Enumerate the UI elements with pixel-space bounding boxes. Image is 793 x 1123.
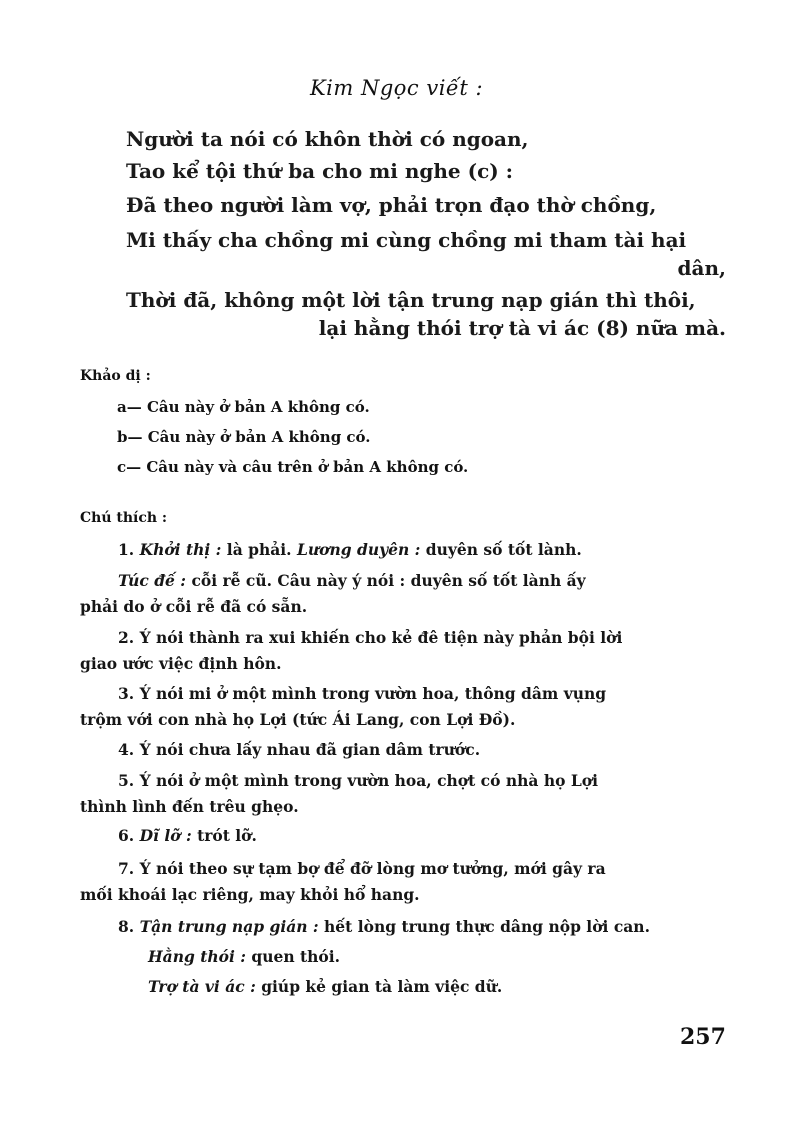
- note-8: [80, 914, 716, 940]
- note-term: Khởi thị :: [139, 540, 222, 559]
- note-2: [80, 625, 716, 677]
- note-number: 8.: [118, 917, 135, 936]
- verse-line: dân,: [677, 256, 726, 280]
- note-term: Tận trung nạp gián :: [139, 917, 319, 936]
- speaker-line: Kim Ngọc viết :: [309, 76, 484, 100]
- note-text: 4. Ý nói chưa lấy nhau đã gian dâm trước.: [118, 740, 481, 759]
- note-1-continued: [80, 568, 716, 620]
- variants-heading: Khảo dị :: [80, 368, 151, 384]
- note-text: mối khoái lạc riêng, may khỏi hổ hang.: [80, 885, 420, 904]
- note-term: Dĩ lỡ :: [139, 826, 192, 845]
- note-7: [80, 856, 716, 908]
- note-definition: duyên số tốt lành.: [420, 540, 582, 559]
- note-text: 2. Ý nói thành ra xui khiến cho kẻ đê tiện này phản bội lời: [118, 628, 623, 647]
- note-text: thình lình đến trêu ghẹo.: [80, 797, 299, 816]
- verse-line: Thời đã, không một lời tận trung nạp gián thì thôi,: [126, 288, 696, 312]
- note-term: Lương duyên :: [296, 540, 421, 559]
- note-term: Hằng thói :: [148, 947, 246, 966]
- note-text: 3. Ý nói mi ở một mình trong vườn hoa, thông dâm vụng: [118, 684, 607, 703]
- note-text: 7. Ý nói theo sự tạm bợ để đỡ lòng mơ tưởng, mới gây ra: [118, 859, 606, 878]
- note-text: giao ước việc định hôn.: [80, 654, 282, 673]
- variant-item: b— Câu này ở bản A không có.: [117, 428, 371, 446]
- note-text: trộm với con nhà họ Lợi (tức Ái Lang, con Lợi Đồ).: [80, 710, 516, 729]
- note-definition: là phải.: [221, 540, 297, 559]
- note-definition: quen thói.: [245, 947, 341, 966]
- note-definition: giúp kẻ gian tà làm việc dữ.: [255, 977, 503, 996]
- note-number: 6.: [118, 826, 135, 845]
- notes-heading: Chú thích :: [80, 510, 168, 526]
- note-1: [80, 537, 716, 563]
- page-number: 257: [680, 1024, 726, 1050]
- verse-line: Mi thấy cha chồng mi cùng chồng mi tham tài hại: [126, 228, 687, 252]
- variant-item: a— Câu này ở bản A không có.: [117, 398, 370, 416]
- note-text: phải do ở cỗi rễ đã có sẵn.: [80, 597, 308, 616]
- verse-line: lại hằng thói trợ tà vi ác (8) nữa mà.: [318, 316, 726, 340]
- note-4: [80, 737, 716, 763]
- variant-item: c— Câu này và câu trên ở bản A không có.: [117, 458, 469, 476]
- note-8-item: [148, 974, 718, 1000]
- verse-line: Tao kể tội thứ ba cho mi nghe (c) :: [126, 159, 514, 183]
- note-8-item: [148, 944, 718, 970]
- note-definition: hết lòng trung thực dâng nộp lời can.: [318, 917, 650, 936]
- note-5: [80, 768, 716, 820]
- verse-line: Đã theo người làm vợ, phải trọn đạo thờ chồng,: [126, 193, 657, 217]
- note-text: 5. Ý nói ở một mình trong vườn hoa, chợt có nhà họ Lợi: [118, 771, 598, 790]
- note-3: [80, 681, 716, 733]
- verse-line: Người ta nói có khôn thời có ngoan,: [126, 127, 529, 151]
- note-definition: trót lỡ.: [191, 826, 257, 845]
- note-6: [80, 823, 716, 849]
- note-term: Trợ tà vi ác :: [148, 977, 256, 996]
- note-number: 1.: [118, 540, 135, 559]
- note-term: Túc đế :: [118, 571, 187, 590]
- note-text: cỗi rễ cũ. Câu này ý nói : duyên số tốt lành ấy: [186, 571, 586, 590]
